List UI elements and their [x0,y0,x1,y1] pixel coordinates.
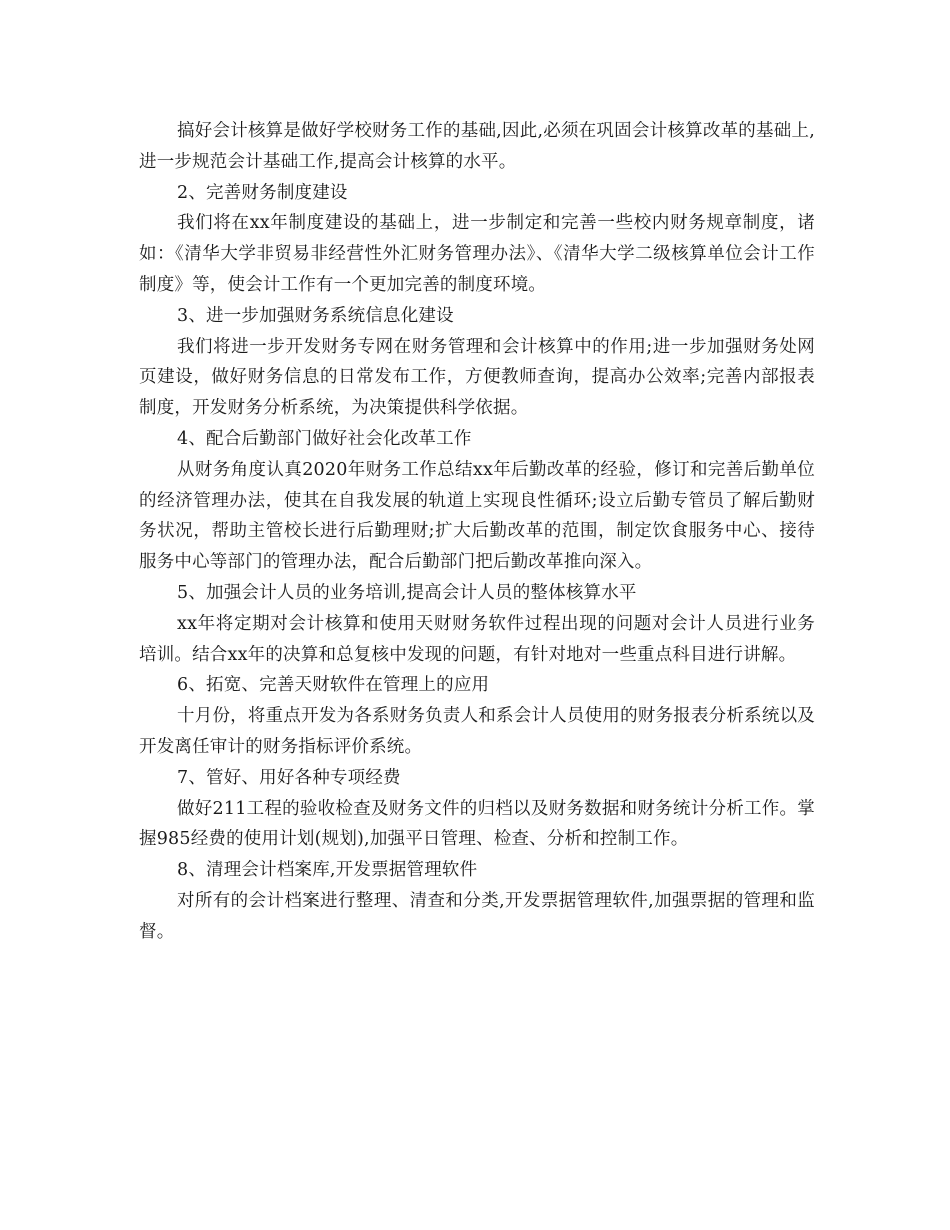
section-heading-6: 6、拓宽、完善天财软件在管理上的应用 [177,675,490,696]
section-heading-8: 8、清理会计档案库,开发票据管理软件 [177,860,478,881]
document-body [139,116,815,948]
paragraph-archive-cleanup: 对所有的会计档案进行整理、清查和分类,开发票据管理软件,加强票据的管理和监督。 [139,890,815,942]
section-heading-5: 5、加强会计人员的业务培训,提高会计人员的整体核算水平 [177,582,637,603]
paragraph-informatization: 我们将进一步开发财务专网在财务管理和会计核算中的作用;进一步加强财务处网页建设，做好财务信息的日常发布工作，方便教师查询，提高办公效率;完善内部报表制度，开发财务分析系统，为决策提供科学依据。 [139,336,815,419]
paragraph-logistics-reform: 从财务角度认真2020年财务工作总结xx年后勤改革的经验，修订和完善后勤单位的经济管理办法，使其在自我发展的轨道上实现良性循环;设立后勤专管员了解后勤财务状况，帮助主管校长进行后勤理财;扩大后勤改革的范围，制定饮食服务中心、接待服务中心等部门的管理办法，配合后勤部门把后勤改革推向深入。 [139,459,815,573]
section-heading-7: 7、管好、用好各种专项经费 [177,767,401,788]
paragraph-accounting-basis: 搞好会计核算是做好学校财务工作的基础,因此,必须在巩固会计核算改革的基础上,进一步规范会计基础工作,提高会计核算的水平。 [139,121,815,172]
section-heading-2: 2、完善财务制度建设 [177,182,348,203]
section-heading-4: 4、配合后勤部门做好社会化改革工作 [177,428,472,449]
paragraph-staff-training: xx年将定期对会计核算和使用天财财务软件过程出现的问题对会计人员进行业务培训。结合xx年的决算和总复核中发现的问题，有针对地对一些重点科目进行讲解。 [139,613,815,665]
paragraph-special-funds: 做好211工程的验收检查及财务文件的归档以及财务数据和财务统计分析工作。掌握985经费的使用计划(规划),加强平日管理、检查、分析和控制工作。 [139,798,815,850]
paragraph-software-application: 十月份，将重点开发为各系财务负责人和系会计人员使用的财务报表分析系统以及开发离任审计的财务指标评价系统。 [139,706,815,757]
paragraph-finance-rules: 我们将在xx年制度建设的基础上，进一步制定和完善一些校内财务规章制度，诸如：《清华大学非贸易非经营性外汇财务管理办法》、《清华大学二级核算单位会计工作制度》等，使会计工作有一个更加完善的制度环境。 [139,213,815,295]
section-heading-3: 3、进一步加强财务系统信息化建设 [177,305,454,326]
